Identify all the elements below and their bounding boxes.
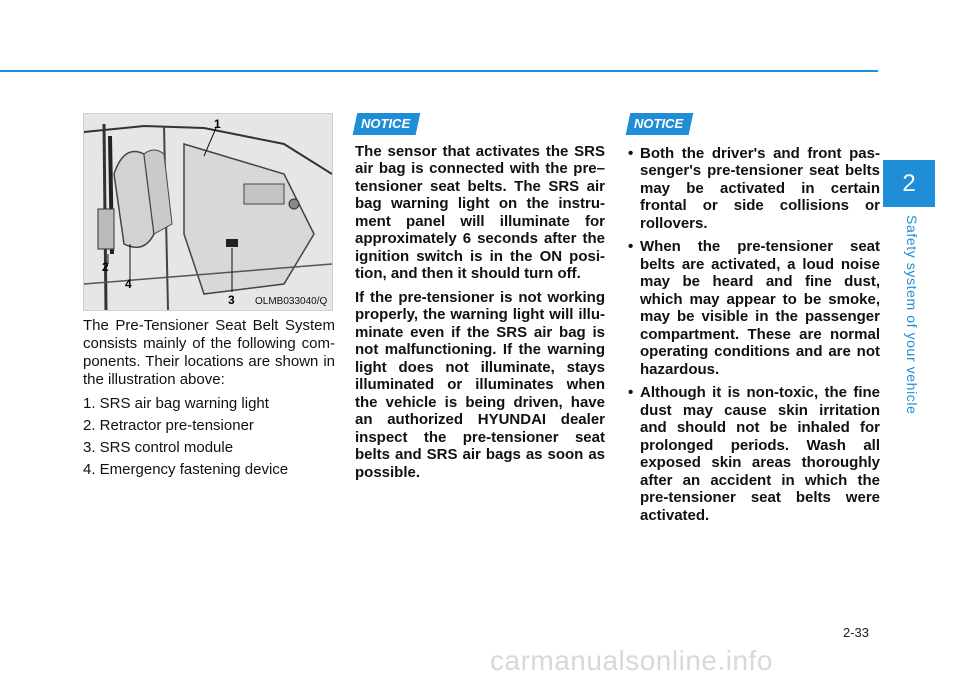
notice-badge: NOTICE bbox=[626, 113, 694, 135]
notice-paragraph: If the pre-tensioner is not working properly, the warning light will illu-minate even if the SRS air bag is not malfunctioning. If the warning light does not illuminate, stays illuminated or illuminates when the vehicle is being driven, have an authorized HYUNDAI dealer inspect the pre-tensioner seat belts and SRS air bags as soon as possible. bbox=[355, 288, 605, 481]
component-item: 2. Retractor pre-tensioner bbox=[83, 417, 254, 434]
callout-2: 2 bbox=[102, 260, 109, 274]
component-item: 3. SRS control module bbox=[83, 439, 234, 456]
notice-bullet: • Although it is non-toxic, the fine dust may cause skin irritation and should not be inhaled for prolonged periods. Wash all exposed skin areas thoroughly after an accident in which the pre-tensioner seat belts were activated. bbox=[628, 384, 880, 524]
chapter-number: 2 bbox=[902, 170, 916, 197]
figure-code: OLMB033040/Q bbox=[255, 296, 328, 307]
notice-paragraph: The sensor that activates the SRS air bag is connected with the pre–tensioner seat belts. The SRS air bag warning light on the instru-ment panel will illuminate for approximately 6 seconds after the ignition switch is in the ON posi-tion, and then it should turn off. bbox=[355, 142, 605, 282]
component-item: 4. Emergency fastening device bbox=[83, 461, 289, 478]
notice-bullet-list bbox=[628, 145, 880, 525]
callout-4: 4 bbox=[125, 277, 132, 291]
components-section bbox=[83, 317, 335, 483]
page-number: 2-33 bbox=[843, 625, 870, 640]
components-intro: The Pre-Tensioner Seat Belt System consists mainly of the following com-ponents. Their locations are shown in the illustration above: bbox=[83, 317, 335, 388]
notice-badge: NOTICE bbox=[353, 113, 421, 135]
callout-3: 3 bbox=[228, 293, 235, 307]
chapter-tab[interactable] bbox=[883, 160, 935, 207]
notice-bullet: • When the pre-tensioner seat belts are activated, a loud noise may be heard and fine dust, which may appear to be smoke, may be visible in the passenger compartment. These are normal operating conditions and are not hazardous. bbox=[628, 238, 880, 378]
car-interior-drawing bbox=[84, 114, 332, 310]
notice-section-2 bbox=[628, 113, 880, 530]
pretensioner-illustration bbox=[83, 113, 333, 311]
notice-section-1 bbox=[355, 113, 605, 487]
component-item: 1. SRS air bag warning light bbox=[83, 395, 269, 412]
chapter-title: Safety system of your vehicle bbox=[904, 215, 920, 415]
header-rule bbox=[0, 70, 878, 72]
watermark: carmanualsonline.info bbox=[490, 645, 773, 676]
notice-bullet: • Both the driver's and front pas-senger's pre-tensioner seat belts may be activated in certain frontal or side collisions or rollovers. bbox=[628, 145, 880, 233]
callout-1: 1 bbox=[214, 117, 221, 131]
